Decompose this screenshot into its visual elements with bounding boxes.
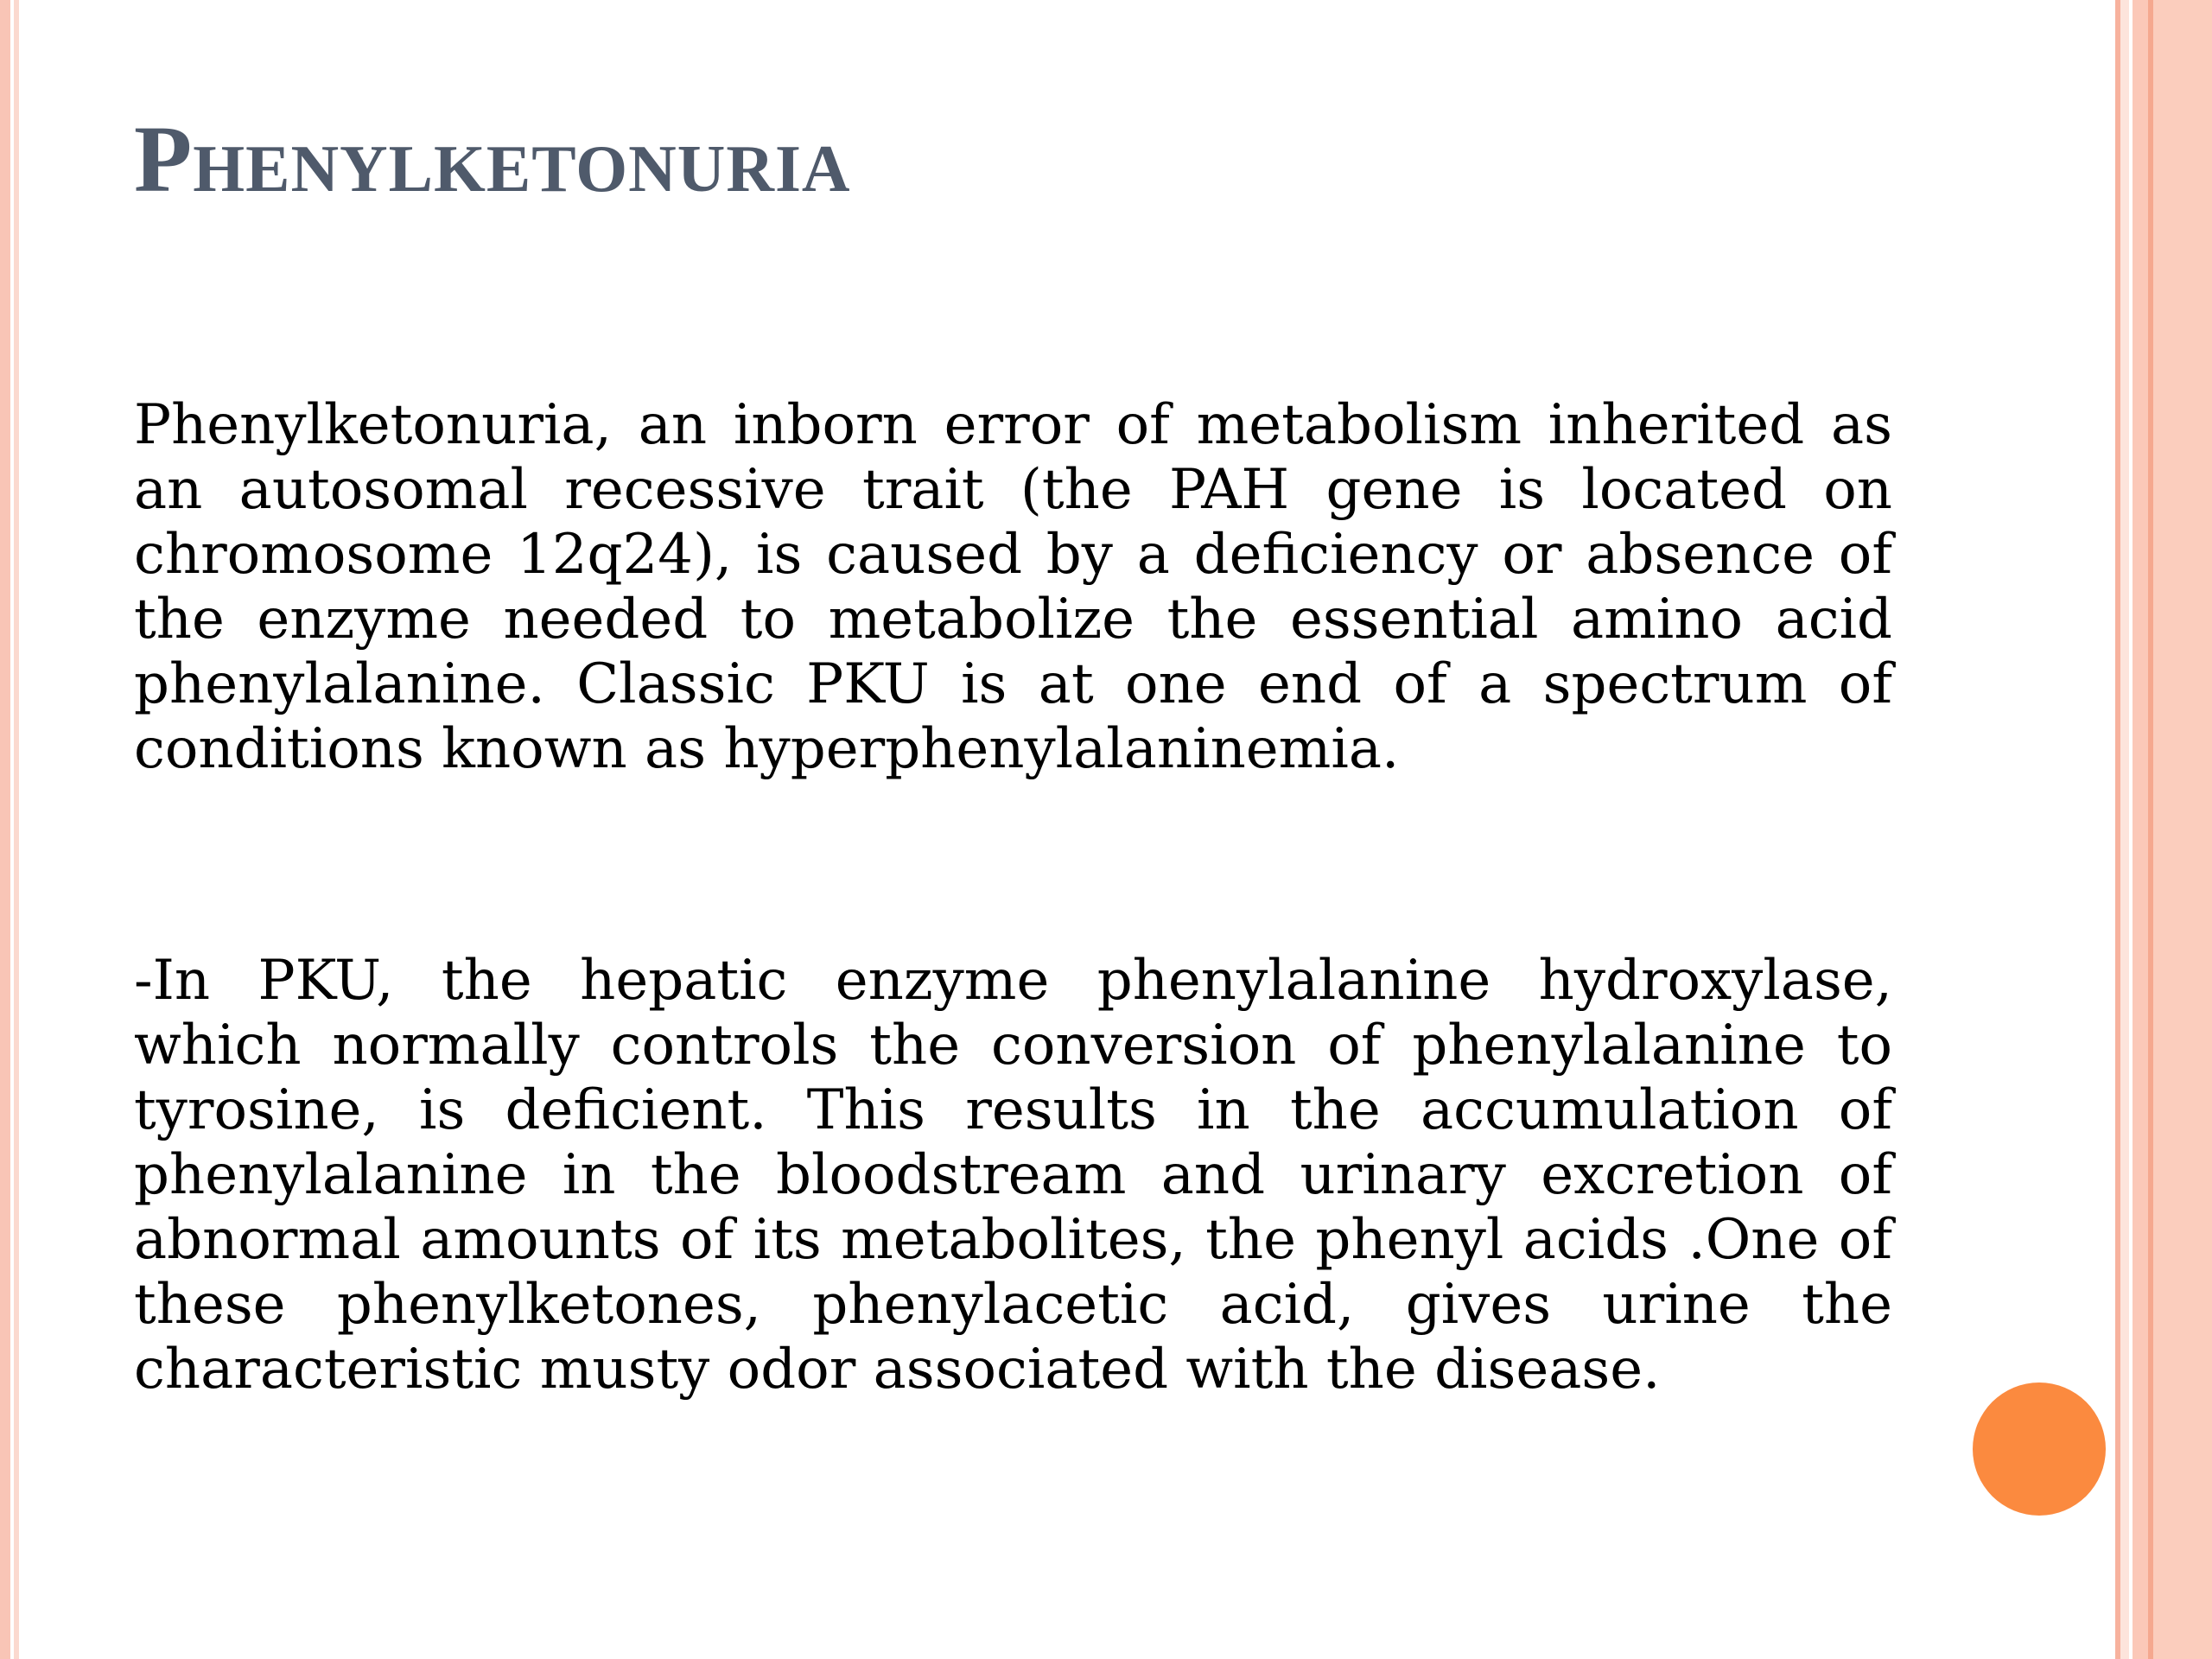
right-border-stripe [2120, 0, 2129, 1659]
paragraph-definition: Phenylketonuria, an inborn error of metabolism inherited as an autosomal recessive trait (the PAH gene is located on chromosome 12q24), is caused by a deficiency or absence of the enzyme needed to metabolize the essential amino acid phenylalanine. Classic PKU is at one end of a spectrum of conditions known as hyperphenylalaninemia. [134, 393, 1892, 781]
left-border-stripe [0, 0, 10, 1659]
right-border-stripe [2133, 0, 2148, 1659]
right-border-band [2153, 0, 2212, 1659]
accent-circle [1973, 1382, 2106, 1516]
slide-title: Phenylketonuria [134, 106, 851, 212]
left-border-stripe-inner [14, 0, 19, 1659]
paragraph-mechanism: -In PKU, the hepatic enzyme phenylalanine hydroxylase, which normally controls the conversion of phenylalanine to tyrosine, is deficient. This results in the accumulation of phenylalanine in the bloodstream and urinary excretion of abnormal amounts of its metabolites, the phenyl acids .One of these phenylketones, phenylacetic acid, gives urine the characteristic musty odor associated with the disease. [134, 949, 1892, 1402]
